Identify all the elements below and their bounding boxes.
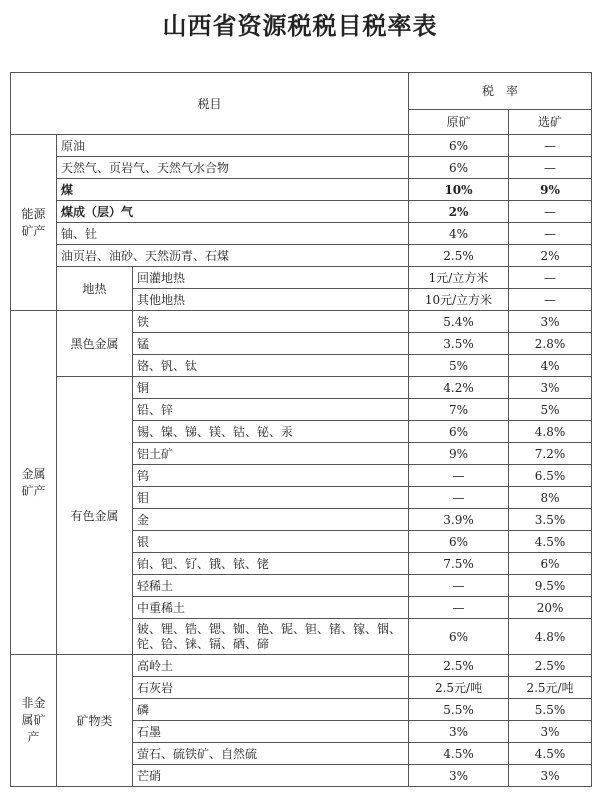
item-name: 天然气、页岩气、天然气水合物: [57, 157, 409, 179]
table-row: [11, 157, 592, 179]
header-row: [11, 73, 592, 110]
item-name: 铀、钍: [57, 223, 409, 245]
raw-rate: 3.9%: [409, 509, 509, 531]
raw-rate: 6%: [409, 619, 509, 655]
raw-rate: 2%: [409, 201, 509, 223]
processed-rate: 6%: [509, 553, 592, 575]
raw-rate: —: [409, 487, 509, 509]
processed-rate: 2.8%: [509, 333, 592, 355]
item-name: 铁: [133, 311, 409, 333]
category-energy: 能源矿产: [11, 135, 57, 311]
header-item: 税目: [11, 73, 409, 135]
processed-rate: —: [509, 289, 592, 311]
processed-rate: 5%: [509, 399, 592, 421]
item-name: 铝土矿: [133, 443, 409, 465]
raw-rate: 2.5元/吨: [409, 677, 509, 699]
item-name: 铬、钒、钛: [133, 355, 409, 377]
processed-rate: 20%: [509, 597, 592, 619]
raw-rate: 6%: [409, 157, 509, 179]
table-row: [11, 655, 592, 677]
raw-rate: 1元/立方米: [409, 267, 509, 289]
raw-rate: 3.5%: [409, 333, 509, 355]
processed-rate: —: [509, 223, 592, 245]
raw-rate: 5%: [409, 355, 509, 377]
raw-rate: 2.5%: [409, 655, 509, 677]
item-name: 原油: [57, 135, 409, 157]
item-name: 金: [133, 509, 409, 531]
processed-rate: 2.5%: [509, 655, 592, 677]
subcategory-ferrous: 黑色金属: [57, 311, 133, 377]
item-name: 回灌地热: [133, 267, 409, 289]
processed-rate: 3%: [509, 377, 592, 399]
table-row: [11, 223, 592, 245]
item-name: 锰: [133, 333, 409, 355]
processed-rate: 2%: [509, 245, 592, 267]
subcategory-geothermal: 地热: [57, 267, 133, 311]
item-name: 煤成（层）气: [57, 201, 409, 223]
processed-rate: 3%: [509, 765, 592, 787]
processed-rate: 3%: [509, 721, 592, 743]
raw-rate: —: [409, 465, 509, 487]
item-name: 钼: [133, 487, 409, 509]
raw-rate: 10%: [409, 179, 509, 201]
item-name: 铅、锌: [133, 399, 409, 421]
raw-rate: 6%: [409, 135, 509, 157]
raw-rate: 6%: [409, 421, 509, 443]
processed-rate: —: [509, 267, 592, 289]
category-metal: 金属矿产: [11, 311, 57, 655]
processed-rate: 4.5%: [509, 743, 592, 765]
raw-rate: 5.4%: [409, 311, 509, 333]
item-name: 芒硝: [133, 765, 409, 787]
tax-rate-table: [10, 72, 592, 787]
header-processed: 选矿: [509, 110, 592, 135]
item-name: 石灰岩: [133, 677, 409, 699]
processed-rate: —: [509, 135, 592, 157]
raw-rate: 6%: [409, 531, 509, 553]
item-name: 轻稀土: [133, 575, 409, 597]
processed-rate: 3.5%: [509, 509, 592, 531]
processed-rate: 4%: [509, 355, 592, 377]
category-nonmetal: 非金属矿产: [11, 655, 57, 787]
processed-rate: —: [509, 157, 592, 179]
processed-rate: 9.5%: [509, 575, 592, 597]
item-name: 其他地热: [133, 289, 409, 311]
processed-rate: 9%: [509, 179, 592, 201]
raw-rate: 7.5%: [409, 553, 509, 575]
raw-rate: 2.5%: [409, 245, 509, 267]
raw-rate: 5.5%: [409, 699, 509, 721]
table-row: [11, 179, 592, 201]
processed-rate: 4.5%: [509, 531, 592, 553]
processed-rate: 4.8%: [509, 421, 592, 443]
raw-rate: —: [409, 597, 509, 619]
processed-rate: 5.5%: [509, 699, 592, 721]
item-name: 铜: [133, 377, 409, 399]
table-row: [11, 267, 592, 289]
item-name: 高岭土: [133, 655, 409, 677]
item-name: 铂、钯、钌、锇、铱、铑: [133, 553, 409, 575]
processed-rate: —: [509, 201, 592, 223]
subcategory-minerals: 矿物类: [57, 655, 133, 787]
item-name: 铍、锂、锆、锶、铷、铯、铌、钽、锗、镓、铟、铊、铪、铼、镉、硒、碲: [133, 619, 409, 655]
item-name: 石墨: [133, 721, 409, 743]
item-name: 钨: [133, 465, 409, 487]
raw-rate: 10元/立方米: [409, 289, 509, 311]
item-name: 萤石、硫铁矿、自然硫: [133, 743, 409, 765]
item-name: 油页岩、油砂、天然沥青、石煤: [57, 245, 409, 267]
item-name: 磷: [133, 699, 409, 721]
page-title: 山西省资源税税目税率表: [162, 11, 438, 40]
item-name: 煤: [57, 179, 409, 201]
processed-rate: 4.8%: [509, 619, 592, 655]
processed-rate: 2.5元/吨: [509, 677, 592, 699]
raw-rate: 9%: [409, 443, 509, 465]
processed-rate: 7.2%: [509, 443, 592, 465]
table-row: [11, 377, 592, 399]
item-name: 中重稀土: [133, 597, 409, 619]
table-row: [11, 201, 592, 223]
raw-rate: 4.2%: [409, 377, 509, 399]
raw-rate: 3%: [409, 765, 509, 787]
header-rate: 税 率: [409, 73, 592, 110]
table-row: [11, 311, 592, 333]
table-row: [11, 135, 592, 157]
processed-rate: 6.5%: [509, 465, 592, 487]
raw-rate: —: [409, 575, 509, 597]
raw-rate: 3%: [409, 721, 509, 743]
subcategory-nonferrous: 有色金属: [57, 377, 133, 655]
raw-rate: 7%: [409, 399, 509, 421]
item-name: 锡、镍、锑、镁、钴、铋、汞: [133, 421, 409, 443]
raw-rate: 4%: [409, 223, 509, 245]
table-row: [11, 245, 592, 267]
header-raw: 原矿: [409, 110, 509, 135]
processed-rate: 8%: [509, 487, 592, 509]
raw-rate: 4.5%: [409, 743, 509, 765]
item-name: 银: [133, 531, 409, 553]
processed-rate: 3%: [509, 311, 592, 333]
